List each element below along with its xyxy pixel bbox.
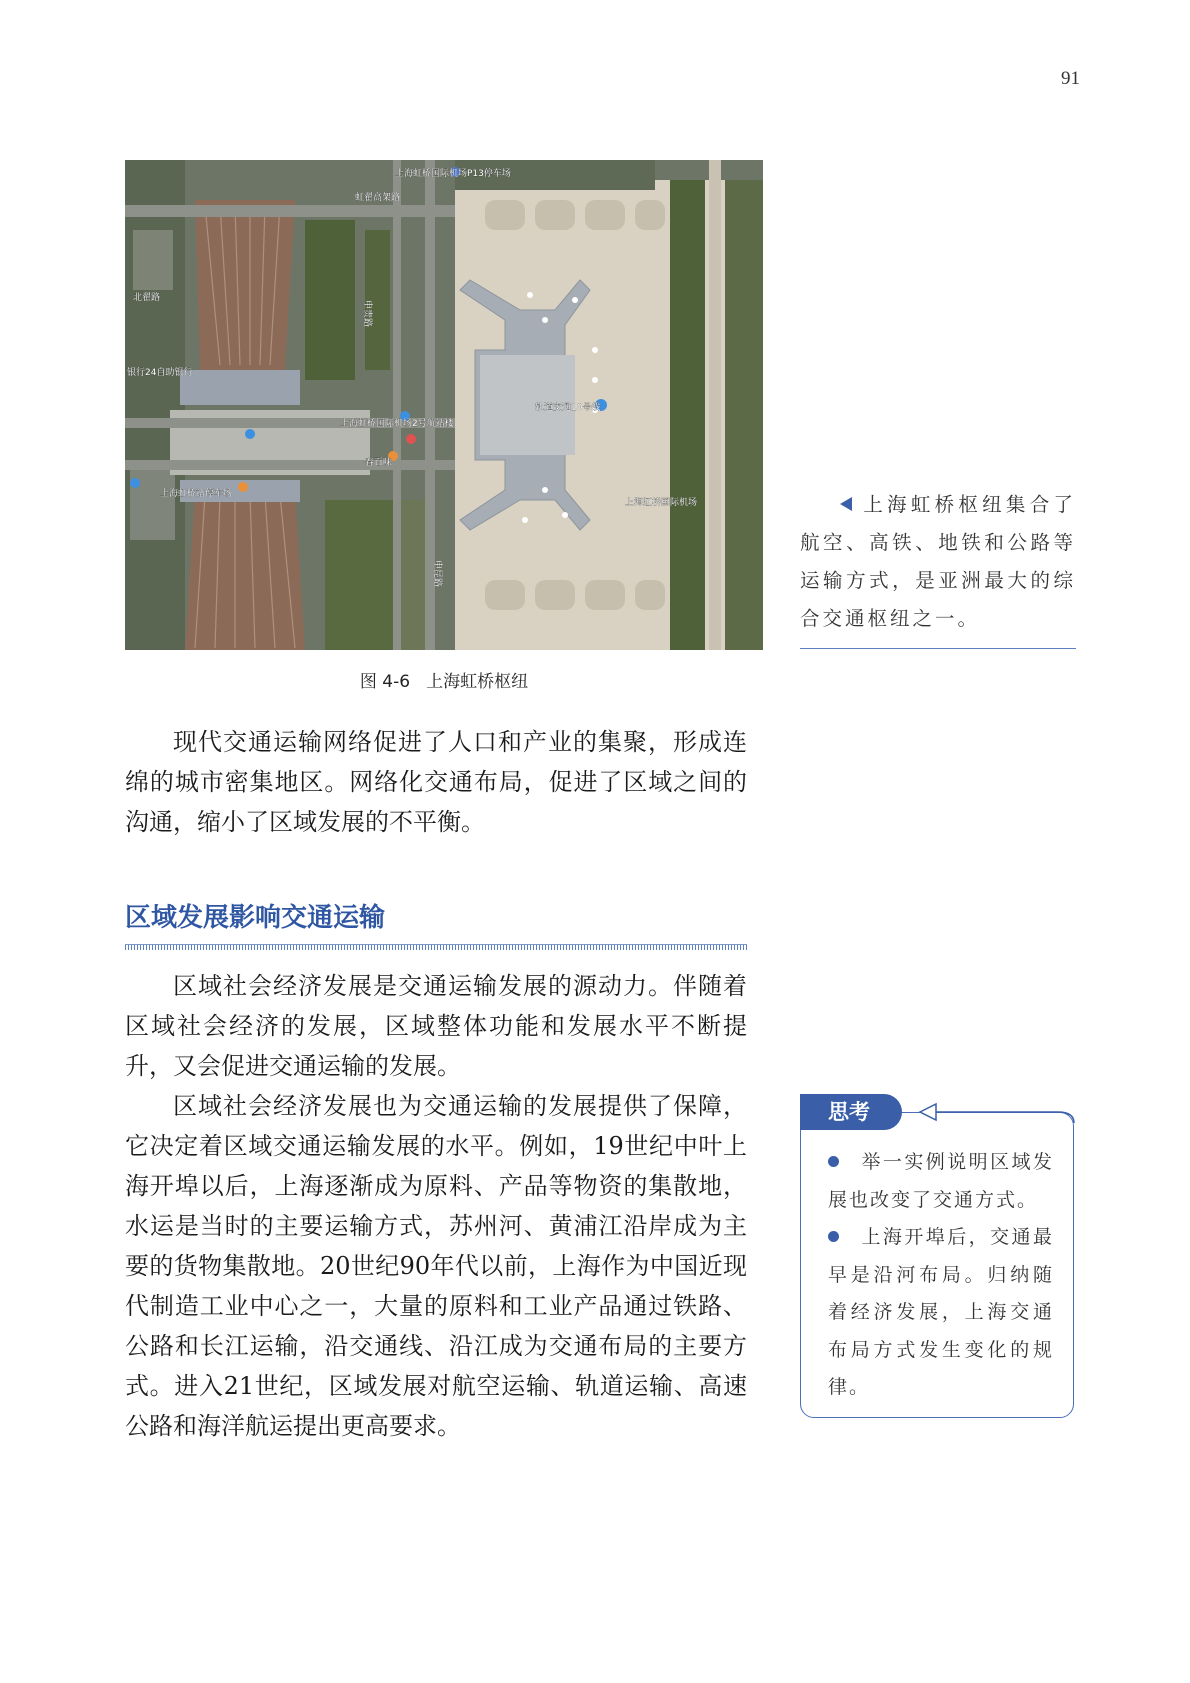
figure-title: 上海虹桥枢纽 [426, 672, 529, 692]
map-label-p13-parking: 上海虹桥国际机场P13停车场 [395, 169, 511, 179]
think-item-1: 举一实例说明区域发展也改变了交通方式。 [828, 1151, 1054, 1211]
think-list [828, 1144, 1054, 1407]
side-note [800, 486, 1076, 638]
bullet-icon [828, 1231, 839, 1242]
left-triangle-icon [840, 497, 852, 511]
bullet-icon [828, 1156, 839, 1167]
map-label-metro-line10: 轨道交通10号线 [535, 403, 601, 413]
page-number: 91 [1061, 68, 1080, 89]
map-label-hongqiao-airport: 上海虹桥国际机场 [625, 498, 698, 508]
hongqiao-hub-satellite-image [125, 160, 763, 650]
figure-number: 图 4-6 [359, 672, 411, 692]
map-label-station-parking: 上海虹桥站停车场 [160, 489, 233, 499]
map-label-atm: 银行24自助银行 [127, 368, 193, 378]
arrow-left-icon [918, 1101, 1078, 1123]
body-paragraph-2: 区域社会经济发展是交通运输发展的源动力。伴随着区域社会经济的发展，区域整体功能和发展水平不断提升，又会促进交通运输的发展。 [125, 972, 747, 1080]
think-item-2: 上海开埠后，交通最早是沿河布局。归纳随着经济发展，上海交通布局方式发生变化的规律。 [828, 1226, 1054, 1398]
side-note-divider [800, 648, 1076, 649]
map-label-terminal2: 上海虹桥国际机场2号航站楼 [340, 419, 454, 429]
map-label-shenkun-road: 申昆路 [432, 560, 442, 588]
section-heading-rule [125, 944, 747, 950]
map-label-beizhai-road: 北翟路 [133, 293, 161, 303]
map-label-chunbaiwei: 春百味 [365, 458, 393, 468]
figure-caption [125, 667, 763, 692]
map-label-shengui-road: 申贵路 [362, 300, 372, 328]
body-paragraph-3: 区域社会经济发展也为交通运输的发展提供了保障，它决定着区域交通运输发展的水平。例如，19世纪中叶上海开埠以后，上海逐渐成为原料、产品等物资的集散地，水运是当时的主要运输方式，苏州河、黄浦江沿岸成为主要的货物集散地。20世纪90年代以前，上海作为中国近现代制造工业中心之一，大量的原料和工业产品通过铁路、公路和长江运输，沿交通线、沿江成为交通布局的主要方式。进入21世纪，区域发展对航空运输、轨道运输、高速公路和海洋航运提出更高要求。 [125, 1092, 747, 1440]
body-paragraph-1: 现代交通运输网络促进了人口和产业的集聚，形成连绵的城市密集地区。网络化交通布局，促进了区域之间的沟通，缩小了区域发展的不平衡。 [125, 728, 747, 836]
section-heading: 区域发展影响交通运输 [125, 903, 386, 933]
side-note-text: 上海虹桥枢纽集合了航空、高铁、地铁和公路等运输方式，是亚洲最大的综合交通枢纽之一。 [800, 493, 1076, 630]
map-label-hongzhai-elevated: 虹翟高架路 [355, 193, 401, 203]
think-label: 思考 [800, 1094, 902, 1130]
